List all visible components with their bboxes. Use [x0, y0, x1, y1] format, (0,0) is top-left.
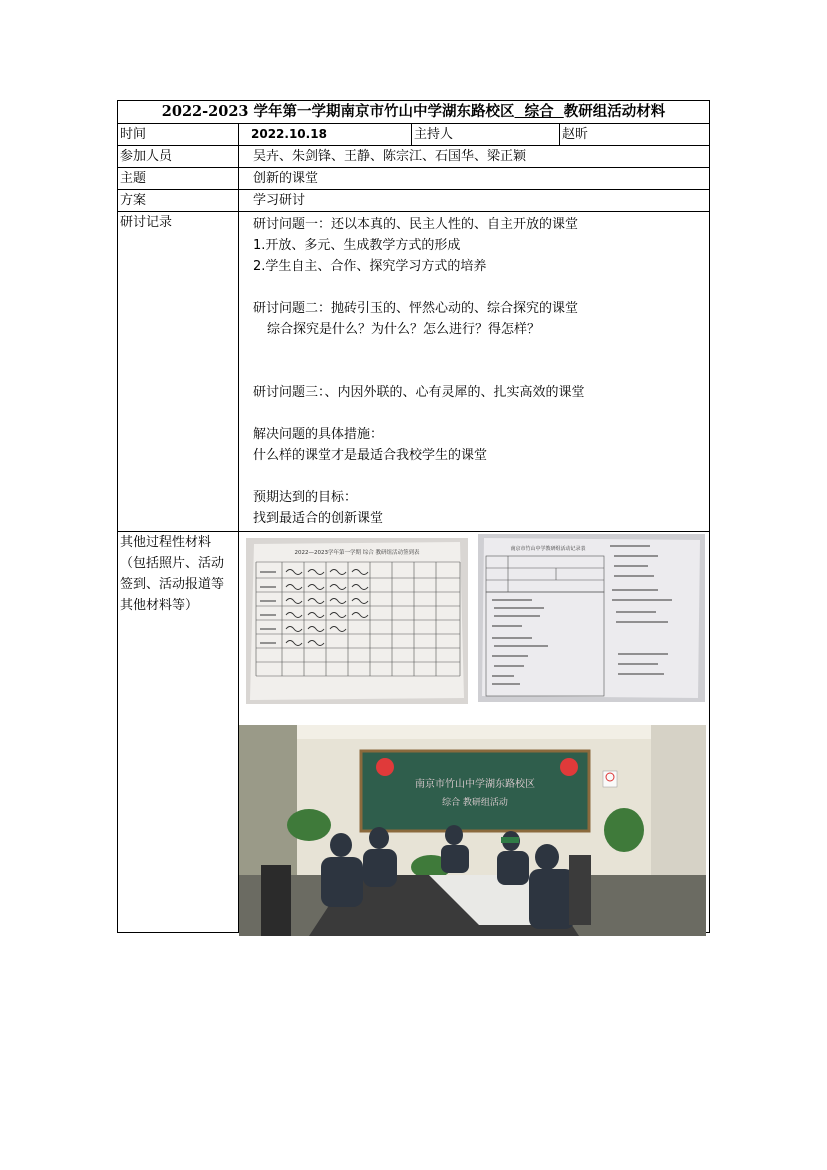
question-three: 研讨问题三：、内因外联的、心有灵犀的、扎实高效的课堂 — [253, 385, 585, 400]
discussion-record — [239, 212, 710, 532]
host-value: 赵昕 — [560, 124, 710, 146]
title-group: 综合 — [514, 103, 564, 120]
participants-label: 参加人员 — [118, 146, 239, 168]
signin-sheet-photo — [246, 538, 468, 704]
question-two-item: 综合探究是什么？为什么？怎么进行？得怎样？ — [267, 322, 541, 337]
board-line-2: 综合 教研组活动 — [442, 798, 508, 808]
signin-sheet-caption: 2022—2023学年第一学期 综合 教研组活动签到表 — [294, 550, 420, 556]
question-one-item-1: 1.开放、多元、生成教学方式的形成 — [253, 238, 461, 253]
question-one: 研讨问题一：还以本真的、民主人性的、自主开放的课堂 — [253, 217, 579, 232]
topic-label: 主题 — [118, 168, 239, 190]
board-line-1: 南京市竹山中学湖东路校区 — [415, 779, 535, 790]
title-prefix: 2022-2023 学年第一学期南京市竹山中学湖东路校区 — [161, 103, 515, 120]
topic-value: 创新的课堂 — [239, 168, 710, 190]
goal-label: 预期达到的目标： — [253, 490, 358, 505]
form-title — [118, 101, 710, 124]
host-label: 主持人 — [412, 124, 560, 146]
record-sheet-photo — [478, 534, 705, 702]
record-label: 研讨记录 — [118, 212, 239, 532]
goal-text: 找到最适合的创新课堂 — [253, 511, 384, 526]
participants-value: 吴卉、朱剑锋、王静、陈宗江、石国华、梁正颖 — [239, 146, 710, 168]
time-value: 2022.10.18 — [239, 124, 412, 146]
plan-value: 学习研讨 — [239, 190, 710, 212]
measures-text: 什么样的课堂才是最适合我校学生的课堂 — [253, 448, 488, 463]
meeting-photo — [239, 725, 706, 936]
activity-form — [117, 100, 709, 933]
title-suffix: 教研组活动材料 — [563, 103, 666, 120]
photo-area — [239, 532, 710, 933]
plan-label: 方案 — [118, 190, 239, 212]
record-sheet-caption: 南京市竹山中学教研组活动记录表 — [510, 546, 586, 552]
form-table — [117, 100, 710, 933]
question-one-item-2: 2.学生自主、合作、探究学习方式的培养 — [253, 259, 487, 274]
other-materials-label: 其他过程性材料（包括照片、活动签到、活动报道等其他材料等） — [118, 532, 239, 933]
question-two: 研讨问题二：抛砖引玉的、怦然心动的、综合探究的课堂 — [253, 301, 579, 316]
measures-label: 解决问题的具体措施： — [253, 427, 384, 442]
time-label: 时间 — [118, 124, 239, 146]
